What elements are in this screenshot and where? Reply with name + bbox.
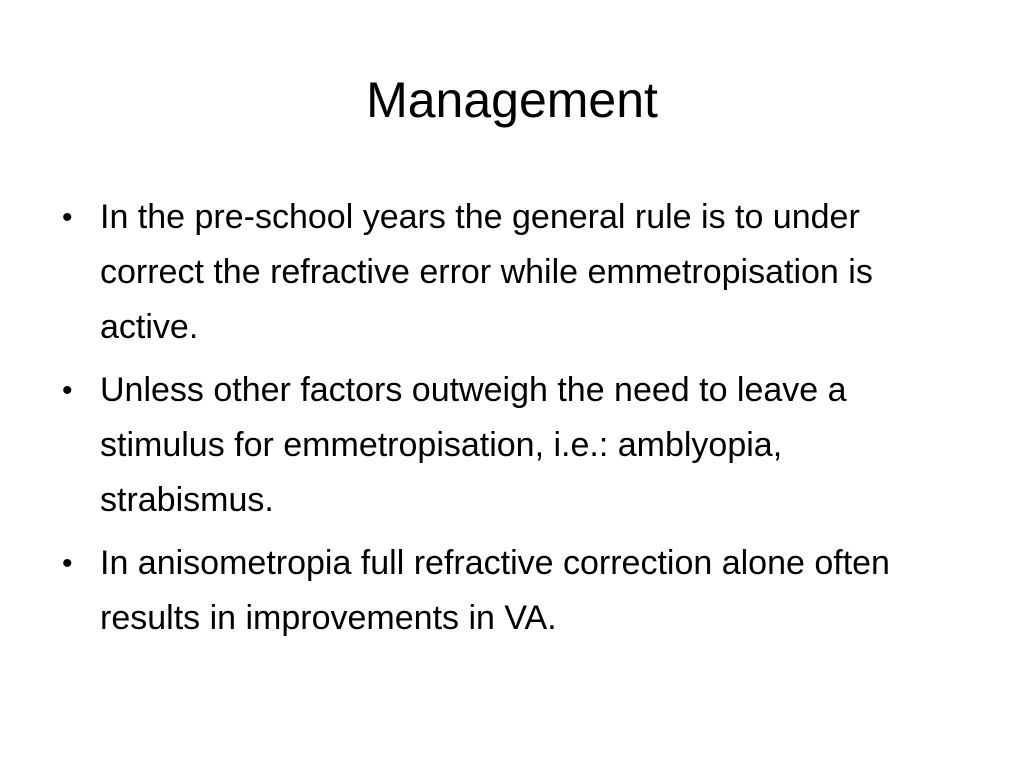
bullet-text: In the pre-school years the general rule is to under correct the refractive error while emmetropisation is active. (100, 198, 873, 346)
bullet-icon: • (62, 547, 73, 580)
slide-title: Management (366, 72, 658, 128)
bullet-item (60, 536, 960, 646)
bullet-list (60, 190, 960, 654)
bullet-text: Unless other factors outweigh the need to leave a stimulus for emmetropisation, i.e.: amblyopia, strabismus. (100, 371, 847, 519)
bullet-item (60, 190, 960, 355)
bullet-icon: • (62, 201, 73, 234)
bullet-text: In anisometropia full refractive correction alone often results in improvements in VA. (100, 544, 890, 637)
bullet-item (60, 363, 960, 528)
bullet-icon: • (62, 374, 73, 407)
